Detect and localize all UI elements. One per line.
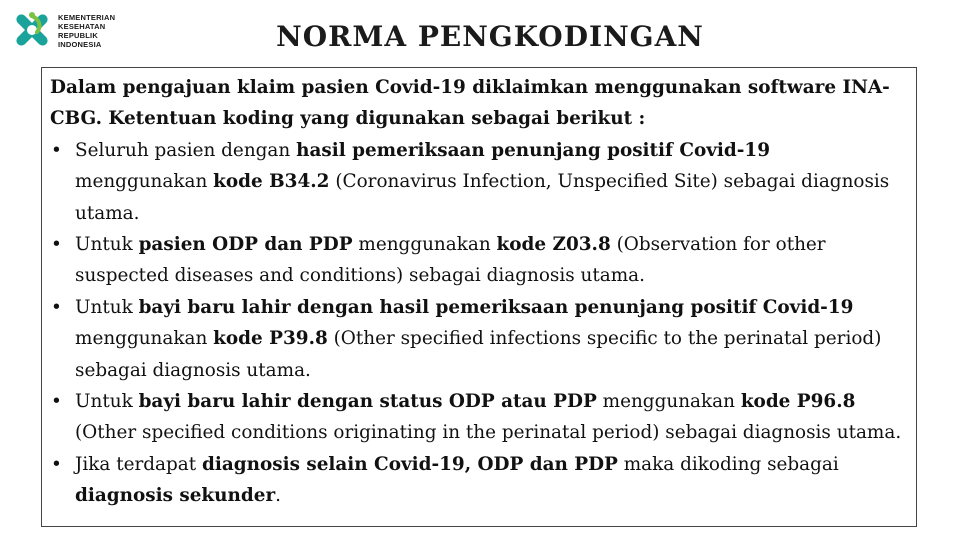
bullet-icon: •	[51, 296, 62, 318]
ministry-name-line: INDONESIA	[58, 40, 102, 49]
list-item	[50, 229, 908, 292]
item-text: (Observation for other suspected diseases and conditions) sebagai diagnosis utama.	[75, 234, 826, 287]
list-item	[50, 135, 908, 229]
rules-list	[50, 135, 908, 512]
item-text: menggunakan	[596, 391, 741, 413]
ministry-name-line: KEMENTERIAN	[58, 13, 116, 22]
list-item	[50, 386, 908, 449]
item-text: (Other specified conditions originating in the perinatal period) sebagai diagnosis utama.	[75, 422, 902, 444]
item-text: Jika terdapat	[75, 453, 202, 475]
content-box	[41, 67, 917, 527]
item-emphasis: hasil pemeriksaan penunjang positif Covid-19	[296, 139, 771, 161]
intro-paragraph: Dalam pengajuan klaim pasien Covid-19 diklaimkan menggunakan software INA-CBG. Ketentuan koding yang digunakan sebagai berikut :	[50, 77, 890, 130]
item-text: (Other specified infections specific to the perinatal period) sebagai diagnosis utama.	[75, 328, 882, 381]
page-title: NORMA PENGKODINGAN	[276, 20, 704, 53]
item-text: menggunakan	[75, 328, 214, 350]
item-emphasis: bayi baru lahir dengan status ODP atau PDP	[138, 391, 597, 413]
item-emphasis: pasien ODP dan PDP	[138, 234, 353, 256]
item-emphasis: bayi baru lahir dengan hasil pemeriksaan penunjang positif Covid-19	[138, 296, 854, 318]
item-code: kode P96.8	[740, 391, 856, 413]
item-text: maka dikoding sebagai	[617, 453, 839, 475]
item-text: Untuk	[75, 391, 139, 413]
item-text: Seluruh pasien dengan	[75, 139, 297, 161]
item-text: .	[275, 485, 282, 507]
ministry-name-line: REPUBLIK	[58, 31, 98, 40]
item-emphasis: diagnosis sekunder	[75, 485, 276, 507]
item-emphasis: diagnosis selain Covid-19, ODP dan PDP	[201, 453, 618, 475]
item-text: menggunakan	[352, 234, 497, 256]
list-item	[50, 292, 908, 386]
ministry-name-line: KESEHATAN	[58, 22, 106, 31]
item-code: kode P39.8	[213, 328, 328, 350]
bullet-icon: •	[51, 453, 62, 475]
item-code: kode Z03.8	[496, 234, 611, 256]
bullet-icon: •	[51, 391, 62, 413]
item-code: kode B34.2	[213, 171, 330, 193]
list-item	[50, 449, 908, 512]
bullet-icon: •	[51, 234, 62, 256]
item-text: Untuk	[75, 234, 139, 256]
item-text: (Coronavirus Infection, Unspecified Site) sebagai diagnosis utama.	[75, 171, 890, 224]
item-text: menggunakan	[75, 171, 214, 193]
item-text: Untuk	[75, 296, 139, 318]
bullet-icon: •	[51, 139, 62, 161]
